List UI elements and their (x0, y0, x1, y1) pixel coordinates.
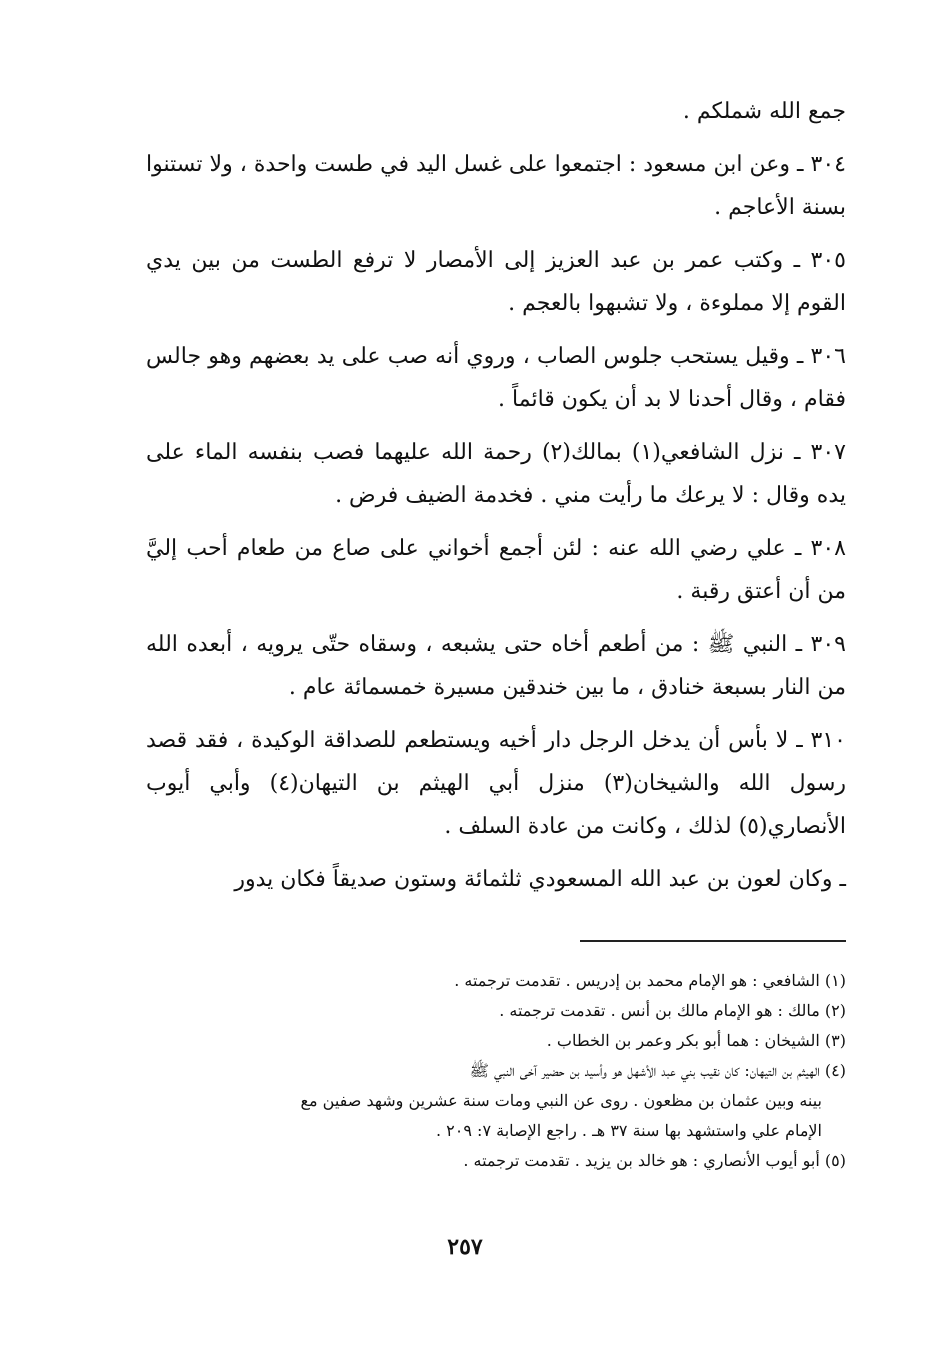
footnote-4-line-3: الإمام علي واستشهد بها سنة ٣٧ هـ . راجع الإصابة ٧: ٢٠٩ . (436, 1121, 822, 1140)
footnote-2: (٢) مالك : هو الإمام مالك بن أنس . تقدمت ترجمته . (499, 1001, 846, 1020)
paragraph-continuation: ـ وكان لعون بن عبد الله المسعودي ثلثمائة وستون صديقاً فكان يدور (234, 867, 846, 892)
paragraph-305: ٣٠٥ ـ وكتب عمر بن عبد العزيز إلى الأمصار لا ترفع الطست من بين يدي القوم إلا مملوءة ، ولا تشبهوا بالعجم . (146, 248, 846, 316)
footnote-4-line-2: بينه وبين عثمان بن مظعون . روى عن النبي ومات سنة عشرين وشهد صفين مع (300, 1091, 822, 1110)
paragraph-307: ٣٠٧ ـ نزل الشافعي(١) بمالك(٢) رحمة الله عليهما فصب بنفسه الماء على يده وقال : لا يرعك ما رأيت مني . فخدمة الضيف فرض . (146, 440, 846, 508)
footnote-1: (١) الشافعي : هو الإمام محمد بن إدريس . تقدمت ترجمته . (454, 971, 846, 990)
opening-line: جمع الله شملكم . (682, 99, 846, 124)
main-text (146, 90, 846, 911)
footnote-divider (580, 940, 846, 942)
paragraph-306: ٣٠٦ ـ وقيل يستحب جلوس الصاب ، وروي أنه صب على يد بعضهم وهو جالس فقام ، وقال أحدنا لا بد أن يكون قائماً . (146, 344, 846, 412)
paragraph-304: ٣٠٤ ـ وعن ابن مسعود : اجتمعوا على غسل اليد في طست واحدة ، ولا تستنوا بسنة الأعاجم . (146, 152, 846, 220)
footnote-3: (٣) الشيخان : هما أبو بكر وعمر بن الخطاب . (546, 1031, 846, 1050)
paragraph-308: ٣٠٨ ـ علي رضي الله عنه : لئن أجمع أخواني على صاع من طعام أحب إليَّ من أن أعتق رقبة . (146, 536, 846, 604)
paragraph-310: ٣١٠ ـ لا بأس أن يدخل الرجل دار أخيه ويستطعم للصداقة الوكيدة ، فقد قصد رسول الله والشيخان(٣) منزل أبي الهيثم بن التيهان(٤) وأبي أيوب الأنصاري(٥) لذلك ، وكانت من عادة السلف . (146, 728, 847, 839)
footnote-5: (٥) أبو أيوب الأنصاري : هو خالد بن يزيد . تقدمت ترجمته . (463, 1151, 846, 1170)
footnote-4: (٤) الهيثم بن التيهان: كان نقيب بني عبد الأشهل هو وأسيد بن حضير آخى النبي ﷺ (469, 1061, 846, 1080)
paragraph-309: ٣٠٩ ـ النبي ﷺ : من أطعم أخاه حتى يشبعه ، وسقاه حتّى يرويه ، أبعده الله من النار بسبعة خنادق ، ما بين خندقين مسيرة خمسمائة عام . (146, 632, 846, 700)
page-number: ٢٥٧ (447, 1234, 483, 1260)
footnotes (146, 966, 846, 1176)
